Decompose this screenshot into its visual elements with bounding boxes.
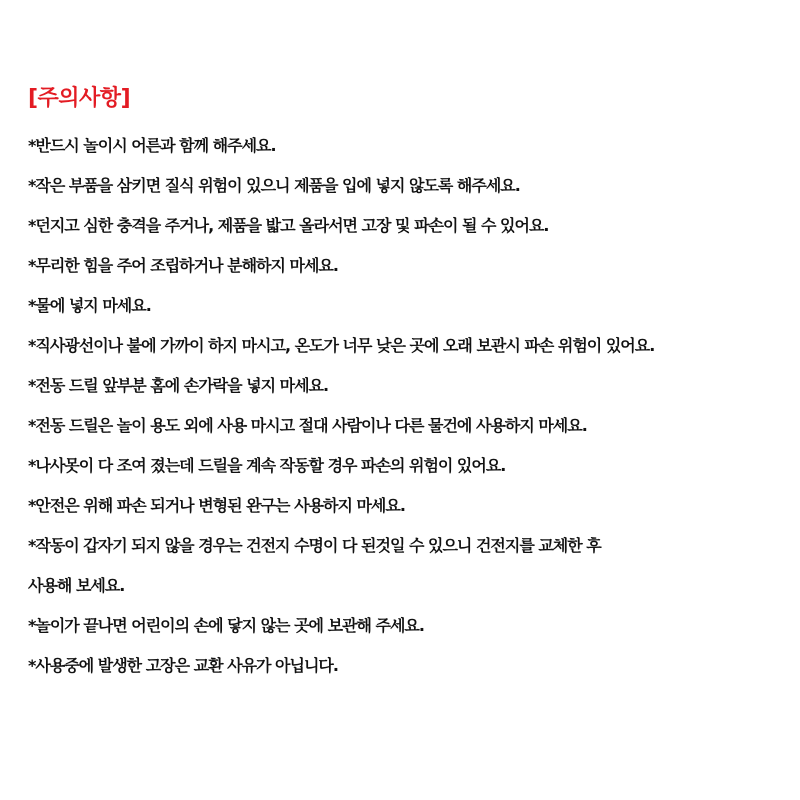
caution-notice (28, 84, 792, 686)
notice-item: *직사광선이나 불에 가까이 하지 마시고, 온도가 너무 낮은 곳에 오래 보관시 파손 위험이 있어요. (28, 336, 655, 355)
notice-item: *물에 넣지 마세요. (28, 296, 151, 315)
notice-item: *안전은 위해 파손 되거나 변형된 완구는 사용하지 마세요. (28, 496, 405, 515)
notice-item: *사용중에 발생한 고장은 교환 사유가 아닙니다. (28, 656, 338, 675)
notice-item: *놀이가 끝나면 어린이의 손에 닿지 않는 곳에 보관해 주세요. (28, 616, 424, 635)
notice-item: *작동이 갑자기 되지 않을 경우는 건전지 수명이 다 된것일 수 있으니 건전지를 교체한 후 (28, 536, 601, 555)
notice-item: *작은 부품을 삼키면 질식 위험이 있으니 제품을 입에 넣지 않도록 해주세요. (28, 176, 520, 195)
notice-item: *반드시 놀이시 어른과 함께 해주세요. (28, 136, 276, 155)
notice-item: *나사못이 다 조여 졌는데 드릴을 계속 작동할 경우 파손의 위험이 있어요. (28, 456, 506, 475)
notice-item: *전동 드릴은 놀이 용도 외에 사용 마시고 절대 사람이나 다른 물건에 사용하지 마세요. (28, 416, 587, 435)
notice-title: [주의사항] (28, 86, 131, 111)
notice-item: *전동 드릴 앞부분 홈에 손가락을 넣지 마세요. (28, 376, 329, 395)
notice-list (28, 126, 792, 686)
notice-item-continuation: 사용해 보세요. (28, 576, 125, 595)
notice-item: *던지고 심한 충격을 주거나, 제품을 밟고 올라서면 고장 및 파손이 될 수 있어요. (28, 216, 549, 235)
notice-item: *무리한 힘을 주어 조립하거나 분해하지 마세요. (28, 256, 338, 275)
